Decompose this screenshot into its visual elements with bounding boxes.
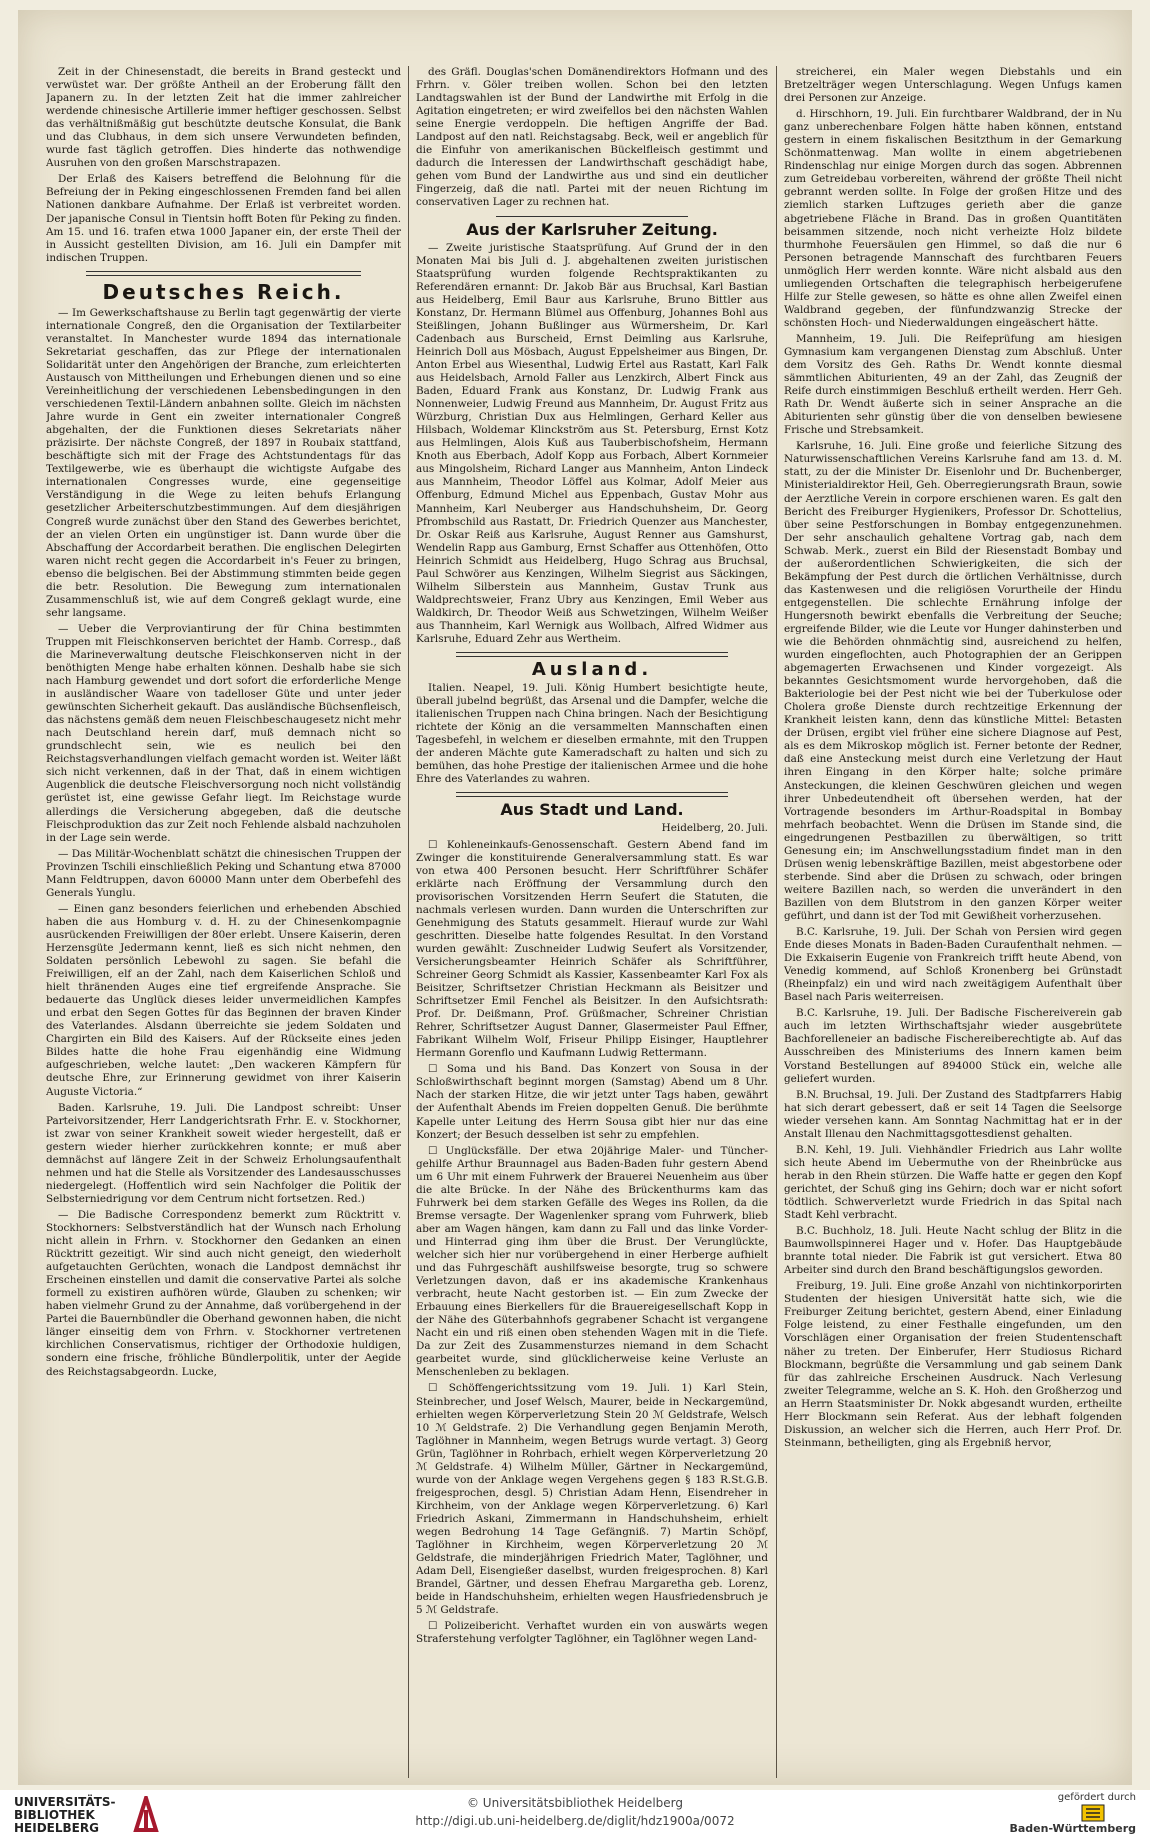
article-paragraph: Freiburg, 19. Juli. Eine große Anzahl von nichtinkorporirten Studenten der hiesigen Universität hatte sich, wie die Freiburger Zeitung berichtet, gestern Abend, einer Einladung Folge leistend, zu einer Festhalle eingefunden, um den Vorschlägen einer Organisation der freien Studentenschaft näher zu treten. Der Einberufer, Herr Studiosus Richard Blockmann, begrüßte die Versammlung und gab seinem Dank für das zahlreiche Erscheinen Ausdruck. Nach Verlesung zweiter Telegramme, welche an S. K. Hoh. den Großherzog und an Herrn Staatsminister Dr. Nokk abgesandt wurden, ertheilte Herr Blockmann sein Referat. Aus der lebhaft folgenden Diskussion, an welcher sich die Herren, auch Herr Prof. Dr. Steinmann, betheiligten, ging als Ergebniß hervor, (784, 1280, 1122, 1449)
column-rule (408, 66, 409, 1778)
article-paragraph: Karlsruhe, 16. Juli. Eine große und feierliche Sitzung des Naturwissenschaftlichen Vereins Karlsruhe fand am 13. d. M. statt, zu der die Minister Dr. Eisenlohr und Dr. Buchenberger, Ministerialdirektor Heil, Geh. Oberregierungsrath Braun, sowie der Aerztliche Verein in corpore erschienen waren. Es galt den Bericht des Freiburger Hygienikers, Professor Dr. Schottelius, über seine Pestforschungen in Bombay entgegenzunehmen. Der sehr anschaulich gehaltene Vortrag gab, nach dem Schwab. Merk., zuerst ein Bild der Riesenstadt Bombay und der außerordentlichen Schwierigkeiten, die sich der Bekämpfung der Pest durch die örtlichen Verhältnisse, durch das Kastenwesen und die religiösen Vorurtheile der Hindu entgegenstellen. Die schlechte Ernährung infolge der Hungersnoth bewirkt ebenfalls die Verbreitung der Seuche; ergreifende Bilder, wie die Leute vor Hunger dahinsterben und wie die Behörden ohnmächtig sind, ausreichend zu helfen, wurden eingeflochten, auch Photographien der an Gerippen abgemagerten Erwachsenen und Kinder vorgezeigt. Als bekanntes Gesichtsmoment wurde hervorgehoben, daß die Bakteriologie bei der Pest nicht wie bei der Tuberkulose oder Cholera große Dienste durch rechtzeitige Erkennung der Krankheit leisten kann, denn das künstliche Mittel: Betasten der Drüsen, ergibt viel früher eine sichere Diagnose auf Pest, als es dem Mikroskop möglich ist. Ferner betonte der Redner, daß eine Ansteckung meist durch eine Verletzung der Haut ihren Eingang in den Körper halte; solche primäre Ansteckungen, die kleinen Geschwüren gleichen und wegen ihrer Unbedeutendheit oft übersehen werden, hat der Vortragende besonders im Arthur-Roadspital in Bombay mehrfach beobachtet. Wenn die Drüsen im Stande sind, die eingedrungenen Pestbazillen zu überwältigen, so tritt Genesung ein; im Anschwellungsstadium findet man in den Drüsen wenig lebenskräftige Bazillen, meist abgestorbene oder sterbende. Sind aber die Drüsen zu schwach, oder bringen weitere Bazillen nach, so werden die unverändert in den Bazillen von dem Blutstrom in den ganzen Körper weiter geführt, und dann ist der Tod mit Gewißheit vorherzusehen. (784, 440, 1122, 922)
article-paragraph: — Einen ganz besonders feierlichen und erhebenden Abschied haben die aus Homburg v. d. H. zu der Chinesenkompagnie ausrückenden Freiwilligen der 80er erlebt. Unsere Kaiserin, deren Herzensgüte Jedermann kennt, ließ es sich nicht nehmen, den Soldaten persönlich Lebewohl zu sagen. Sie befahl die Freiwilligen, elf an der Zahl, nach dem Kaiserlichen Schloß und hielt thränenden Auges eine tief ergreifende Ansprache. Sie bedauerte das Unglück dieses leider unvermeidlichen Kampfes und erbat den Segen Gottes für das Beginnen der braven Kinder des Vaterlandes. Alsdann überreichte sie jedem Soldaten und Chargirten ein Bild des Kaisers. Auf der Rückseite eines jeden Bildes hatte die hohe Frau eigenhändig eine Widmung aufgeschrieben, welche lautet: „Den wackeren Kämpfern für deutsche Ehre, zur Erinnerung gewidmet von ihrer Kaiserin Auguste Victoria.“ (46, 902, 401, 1098)
article-paragraph: des Gräfl. Douglas'schen Domänendirektors Hofmann und des Frhrn. v. Göler treiben wollen. Schon bei den letzten Landtagswahlen ist der Bund der Landwirthe mit Erfolg in die Agitation eingetreten; er wird zweifellos bei den nächsten Wahlen seine Energie verdoppeln. Die heftigen Angriffe der Bad. Landpost auf den natl. Reichstagsabg. Beck, weil er angeblich für die Einfuhr von amerikanischen Bückelfleisch gestimmt und dadurch die Interessen der Landwirthschaft geschädigt habe, gehen vom Bund der Landwirthe aus und sind ein deutlicher Fingerzeig, daß die natl. Partei mit der neuen Richtung im conservativen Lager zu rechnen hat. (416, 66, 768, 209)
article-paragraph: ☐ Unglücksfälle. Der etwa 20jährige Maler- und Tüncher-gehilfe Arthur Braunnagel aus Baden-Baden fuhr gestern Abend um 6 Uhr mit einem Fuhrwerk der Brauerei Neuenheim aus über die alte Brücke. In der Nähe des Brückenthurms kam das Fuhrwerk bei dem starken Gefälle des Weges ins Rollen, da die Bremse versagte. Der Wagenlenker sprang vom Fuhrwerk, blieb aber am Wagen hängen, kam dann zu Fall und das linke Vorder- und Hinterrad ging ihm über die Brust. Der Verunglückte, welcher sich hier nur vorübergehend in einer Herberge aufhielt und das Fuhrgeschäft aushilfsweise besorgte, trug so schwere Verletzungen davon, daß er ins akademische Krankenhaus verbracht, heute Nacht gestorben ist. — Ein zum Zwecke der Erbauung eines Bierkellers für die Brauereigesellschaft Kopp in der Nähe des Güterbahnhofs gegrabener Schacht ist vergangene Nacht ein und riß einen oben stehenden Wagen mit in die Tiefe. Da zur Zeit des Zusammensturzes niemand in dem Schacht gearbeitet wurde, sind glücklicherweise keine Verluste an Menschenleben zu beklagen. (416, 1144, 768, 1379)
section-divider (456, 792, 728, 797)
library-name: UNIVERSITÄTS- BIBLIOTHEK HEIDELBERG (14, 1795, 116, 1835)
article-paragraph: B.C. Karlsruhe, 19. Juli. Der Schah von Persien wird gegen Ende dieses Monats in Baden-Baden Curaufenthalt nehmen. — Die Exkaiserin Eugenie von Frankreich trifft heute Abend, von Venedig kommend, auf Schloß Kronenberg bei Grünstadt (Rheinpfalz) ein und wird nach zweitägigem Aufenthalt über Basel nach Paris weiterreisen. (784, 926, 1122, 1004)
article-paragraph: B.N. Bruchsal, 19. Juli. Der Zustand des Stadtpfarrers Habig hat sich derart gebessert, daß er seit 14 Tagen die Seelsorge wieder versehen kann. Am Sonntag Nachmittag hat er in der Anstalt Illenau den Nachmittagsgottesdienst gehalten. (784, 1088, 1122, 1140)
article-paragraph: ☐ Polizeibericht. Verhaftet wurden ein von auswärts wegen Straferstehung verfolgter Taglöhner, ein Taglöhner wegen Land- (416, 1620, 768, 1646)
article-paragraph: B.C. Buchholz, 18. Juli. Heute Nacht schlug der Blitz in die Baumwollspinnerei Hager und v. Hofer. Das Hauptgebäude brannte total nieder. Die Fabrik ist gut versichert. Etwa 80 Arbeiter sind durch den Brand beschäftigungslos geworden. (784, 1225, 1122, 1277)
section-divider (86, 271, 361, 276)
section-heading-ausland: Ausland. (531, 659, 653, 681)
sponsor-label: gefördert durch (1057, 1792, 1136, 1803)
section-divider (496, 216, 688, 217)
section-divider (456, 652, 728, 657)
article-paragraph: B.C. Karlsruhe, 19. Juli. Der Badische Fischereiverein gab auch im letzten Wirthschaftsjahr wieder ausgebrütete Bachforelleneier an badische Fischereiberechtigte ab. Auf das Ausschreiben des Ministeriums des Innern kamen beim Vorstand Bestellungen auf 894000 Stück ein, welche alle geliefert wurden. (784, 1007, 1122, 1085)
article-paragraph: Italien. Neapel, 19. Juli. König Humbert besichtigte heute, überall jubelnd begrüßt, das Arsenal und die Dampfer, welche die italienischen Truppen nach China bringen. Nach der Besichtigung richtete der König an die versammelten Mannschaften einen Tagesbefehl, in welchem er dieselben ermahnte, mit den Truppen der anderen Mächte gute Kameradschaft zu halten und sich zu bemühen, das hohe Prestige der italienischen Armee und die hohe Ehre des Vaterlandes zu wahren. (416, 682, 768, 786)
copyright-notice: © Universitätsbibliothek Heidelberg (466, 1796, 683, 1810)
section-heading-deutsches-reich: Deutsches Reich. (102, 279, 345, 304)
article-paragraph: B.N. Kehl, 19. Juli. Viehhändler Friedrich aus Lahr wollte sich heute Abend im Uebermuthe von der Rheinbrücke aus herab in den Rhein stürzen. Die Waffe hatte er gegen den Kopf gerichtet, der Schuß ging ins Gehirn; doch war er nicht sofort tödtlich. Schwerverletzt wurde Friedrich in das Spital nach Stadt Kehl verbracht. (784, 1143, 1122, 1222)
article-paragraph: — Zweite juristische Staatsprüfung. Auf Grund der in den Monaten Mai bis Juli d. J. abgehaltenen zweiten juristischen Staatsprüfung wurden folgende Rechtspraktikanten zu Referendären ernannt: Dr. Jakob Bär aus Bruchsal, Karl Bastian aus Heidelberg, Emil Baur aus Karlsruhe, Bruno Bittler aus Konstanz, Dr. Hermann Blümel aus Offenburg, Johannes Bohl aus Steißlingen, Johann Bußlinger aus Würmersheim, Dr. Karl Cadenbach aus Burscheid, Ernst Deimling aus Karlsruhe, Heinrich Doll aus Mösbach, August Eppelsheimer aus Bingen, Dr. Anton Erbel aus Wiesenthal, Ludwig Ertel aus Rastatt, Karl Falk aus Heidelsbach, Arnold Faller aus Lenzkirch, Albert Finck aus Baden, Eduard Frank aus Konstanz, Dr. Ludwig Frank aus Nonnenweier, Ludwig Freund aus Mannheim, Dr. August Fritz aus Würzburg, Christian Dux aus Helmlingen, Gerhard Keller aus Hilsbach, Woldemar Klinckström aus St. Petersburg, Ernst Kotz aus Helmlingen, Alois Kuß aus Tauberbischofsheim, Hermann Knoth aus Eberbach, Adolf Kopp aus Forbach, Albert Kornmeier aus Mingolsheim, Richard Langer aus Mannheim, Anton Lindeck aus Mannheim, Theodor Löffel aus Kolmar, Adolf Meier aus Offenburg, Edmund Michel aus Eppenbach, Gustav Mohr aus Mannheim, Karl Neuberger aus Handschuhsheim, Dr. Georg Pfrombschild aus Rastatt, Dr. Friedrich Quenzer aus Manchester, Dr. Oskar Reiß aus Karlsruhe, August Renner aus Gamshurst, Wendelin Rapp aus Gamburg, Ernst Schaffer aus Ottenhöfen, Otto Heinrich Schmidt aus Heidelberg, Hugo Schrag aus Bruchsal, Paul Schwörer aus Kenzingen, Wilhelm Siegrist aus Säckingen, Wilhelm Silberstein aus Mannheim, Gustav Trunk aus Waldprechtsweier, Franz Ubry aus Kenzingen, Emil Weber aus Waldkirch, Dr. Theodor Weiß aus Schwetzingen, Wilhelm Weißer aus Thannheim, Karl Wernigk aus Wollbach, Alfred Widmer aus Karlsruhe, Eduard Zehr aus Wertheim. (416, 241, 768, 645)
column-left (46, 66, 401, 1776)
article-paragraph: Der Erlaß des Kaisers betreffend die Belohnung für die Befreiung der in Peking eingeschlossenen Fremden fand bei allen Nationen dankbare Aufnahme. Der Erlaß ist verbreitet worden. Der japanische Consul in Tientsin hofft Boten für Peking zu finden. Am 15. und 16. trafen etwa 1000 Japaner ein, der erste Theil der in Aussicht gestellten Division, am 16. Juli ein Dampfer mit indischen Truppen. (46, 173, 401, 264)
article-paragraph: — Die Badische Correspondenz bemerkt zum Rücktritt v. Stockhorners: Selbstverständlich hat der Wunsch nach Erholung nicht allein in Frhrn. v. Stockhorner den Gedanken an einen Rücktritt gezeitigt. Wir sind auch nicht geneigt, den wiederholt aufgetauchten Gerüchten, wonach die Landpost demnächst ihr Erscheinen einstellen und damit die conservative Partei als solche formell zu existiren aufhören würde, Glauben zu schenken; wir haben vielmehr Grund zu der Annahme, daß vorübergehend in der Partei die Bauernbündler die Oberhand gewonnen haben, die nicht länger einseitig dem von Frhrn. v. Stockhorner vertretenen kirchlichen Conservatismus, richtiger der Orthodoxie huldigen, sondern eine frische, fröhliche Bündlerpolitik, unter der Aegide des Reichstagsabgeordn. Lucke, (46, 1208, 401, 1378)
article-paragraph: — Ueber die Verproviantirung der für China bestimmten Truppen mit Fleischkonserven berichtet der Hamb. Corresp., daß die Marineverwaltung deutsche Fleischkonserven nicht in der benöthigten Menge habe erhalten können. Deshalb habe sie sich nach Hamburg gewendet und dort sofort die erforderliche Menge in ausländischer Waare von tadelloser Güte und unter jeder gewünschten Sicherheit gekauft. Das ausländische Büchsenfleisch, das nächstens gemäß dem neuen Fleischbeschaugesetz nicht mehr nach Deutschland herein darf, muß demnach nicht so grundschlecht sein, wie es neulich bei den Reichstagsverhandlungen vielfach gemacht worden ist. Weiter läßt sich nicht verkennen, daß in der That, daß in einem wichtigen Augenblick die deutsche Fleischversorgung noch nicht vollständig gerüstet ist, eine gewisse Gefahr liegt. Im Reichstage wurde allerdings die Versicherung abgegeben, daß die deutsche Fleischproduktion das zur Zeit noch Fehlende alsbald nachzuholen in der Lage sein werde. (46, 622, 401, 844)
article-paragraph: — Das Militär-Wochenblatt schätzt die chinesischen Truppen der Provinzen Tschili einschließlich Peking und Schantung etwa 87000 Mann Feldtruppen, davon 60000 Mann unter dem Oberbefehl des Generals Yunglu. (46, 847, 401, 899)
article-paragraph: ☐ Kohleneinkaufs-Genossenschaft. Gestern Abend fand im Zwinger die konstituirende Generalversammlung statt. Es war von etwa 400 Personen besucht. Herr Schriftführer Schäfer erklärte nach Eröffnung der Versammlung durch den provisorischen Vorsitzenden Herrn Seufert die Statuten, die nachmals verlesen wurden. Dann wurden die Unterschriften zur Genehmigung des Statuts gesammelt. Hierauf wurde zur Wahl geschritten. Dieselbe hatte folgendes Resultat. In den Vorstand wurden gewählt: Zuschneider Ludwig Seufert als Vorsitzender, Versicherungsbeamter Heinrich Schäfer als Schriftführer, Schreiner Georg Schmidt als Kassier, Kassenbeamter Karl Fox als Beisitzer, Schriftsetzer Christian Heckmann als Beisitzer und Schriftsetzer Emil Fenchel als Beisitzer. In den Aufsichtsrath: Prof. Dr. Deißmann, Prof. Grüßmacher, Schreiner Christian Rehrer, Schriftsetzer August Danner, Glasermeister Paul Effner, Fabrikant Wilhelm Wolf, Friseur Philipp Eisinger, Hauptlehrer Hermann Gorenflo und Kaufmann Ludwig Rettermann. (416, 838, 768, 1060)
section-heading-stadt-und-land: Aus Stadt und Land. (500, 800, 684, 820)
article-paragraph: Zeit in der Chinesenstadt, die bereits in Brand gesteckt und verwüstet war. Der größte Antheil an der Eroberung fällt den Japanern zu. In der letzten Zeit hat die immer zahlreicher werdende chinesische Artillerie immer heftiger geschossen. Selbst das verhältnißmäßig gut beschützte deutsche Konsulat, die Bank und das Clubhaus, in dem sich unsere Verwundeten befinden, wurde fast täglich getroffen. Dies hinderte das nothwendige Ausruhen von den großen Marschstrapazen. (46, 66, 401, 170)
article-paragraph: Baden. Karlsruhe, 19. Juli. Die Landpost schreibt: Unser Parteivorsitzender, Herr Landgerichtsrath Frhr. E. v. Stockhorner, ist zwar von seiner Krankheit soweit wieder hergestellt, daß er gestern wieder hierher zurückkehren konnte; er muß aber demnächst auf längere Zeit in der Schweiz Erholungsaufenthalt nehmen und hat die Stelle als Vorsitzender des Landesausschusses niedergelegt. (Hoffentlich wird sein Nachfolger die Politik der Selbsterniedrigung vor dem Centrum nicht fortsetzen. Red.) (46, 1101, 401, 1205)
viewer-footer (0, 1790, 1150, 1837)
article-paragraph: — Im Gewerkschaftshause zu Berlin tagt gegenwärtig der vierte internationale Congreß, den die Organisation der Textilarbeiter veranstaltet. In Manchester wurde 1894 das internationale Sekretariat geschaffen, das zur Pflege der internationalen Solidarität unter den Angehörigen der Branche, zum erleichterten Austausch von Mittheilungen und Erhebungen dienen und so eine Vereinheitlichung der verschiedenen Lebensbedingungen in den verschiedenen Textil-Ländern anbahnen sollte. Gleich im nächsten Jahre wurde in Gent ein zweiter internationaler Congreß abgehalten, der die Funktionen dieses Sekretariats näher präzisirte. Der nächste Congreß, der 1897 in Roubaix stattfand, beschäftigte sich mit der Frage des Achtstundentags für das Textilgewerbe, wie es überhaupt die wichtigste Aufgabe des internationalen Congresses wurde, eine gegenseitige Verständigung in die Wege zu leiten behufs Erlangung gesetzlicher Arbeiterschutzbestimmungen. Auf dem diesjährigen Congreß wurde zunächst über den Stand des Gewerbes berichtet, der an vielen Orten ein ungünstiger ist. Dann wurde über die Abschaffung der Accordarbeit berathen. Die englischen Delegirten waren nicht recht gegen die Accordarbeit in's Feuer zu bringen, ebenso die belgischen. Bei der Abstimmung stimmten beide gegen die betr. Resolution. Die Bewegung zum internationalen Zusammenschluß ist, wie auf dem Congreß geklagt wurde, eine sehr langsame. (46, 306, 401, 619)
sponsor-block (1006, 1792, 1136, 1836)
permalink[interactable]: http://digi.ub.uni-heidelberg.de/diglit/hdz1900a/0072 (415, 1814, 735, 1828)
article-paragraph: streicherei, ein Maler wegen Diebstahls und ein Bretzelträger wegen Unterschlagung. Wegen Unfugs kamen drei Personen zur Anzeige. (784, 66, 1122, 105)
column-rule (776, 66, 777, 1778)
newspaper-page (18, 10, 1132, 1785)
article-paragraph: ☐ Schöffengerichtssitzung vom 19. Juli. 1) Karl Stein, Steinbrecher, und Josef Welsch, Maurer, beide in Neckargemünd, erhielten wegen Körperverletzung Stein 20 ℳ Geldstrafe, Welsch 10 ℳ Geldstrafe. 2) Die Verhandlung gegen Benjamin Meroth, Taglöhner in Mannheim, wegen Betrugs wurde vertagt. 3) Georg Grün, Taglöhner in Rohrbach, erhielt wegen Körperverletzung 20 ℳ Geldstrafe. 4) Wilhelm Müller, Gärtner in Neckargemünd, wurde von der Anklage wegen Vergehens gegen § 183 R.St.G.B. freigesprochen, desgl. 5) Christian Adam Henn, Eisendreher in Kirchheim, von der Anklage wegen Körperverletzung. 6) Karl Friedrich Askani, Zimmermann in Handschuhsheim, erhielt wegen Bedrohung 14 Tage Gefängniß. 7) Martin Schöpf, Taglöhner in Kirchheim, wegen Körperverletzung 20 ℳ Geldstrafe, die minderjährigen Friedrich Mater, Taglöhner, und Adam Dell, Eisengießer daselbst, wurden freigesprochen. 8) Karl Brandel, Gärtner, und dessen Ehefrau Margaretha geb. Lorenz, beide in Handschuhsheim, erhielten wegen Hausfriedensbruch je 5 ℳ Geldstrafe. (416, 1382, 768, 1617)
sponsor-name: Baden-Württemberg (1009, 1822, 1136, 1835)
column-right (784, 66, 1122, 1776)
article-paragraph: d. Hirschhorn, 19. Juli. Ein furchtbarer Waldbrand, der in Nu ganz unberechenbare Folgen hätte haben können, entstand gestern in einem fiskalischen Besitzthum in der Gemarkung Schönmattenwag. Man wollte in einem abgetriebenen Rindenschlag nur einige Morgen durch das sogen. Abbrennen zum Getreidebau vorbereiten, während der größte Theil nicht gebrannt werden sollte. In Folge der großen Hitze und des ziemlich starken Luftzuges gerieth aber die ganze abgetriebene Fläche in Brand. Das in großen Quantitäten beisammen sitzende, noch nicht verheizte Holz bildete thurmhohe Feuersäulen gen Himmel, so daß die nur 6 Personen betragende Mannschaft des furchtbaren Feuers unmöglich Herr werden konnte. Wäre nicht alsbald aus den umliegenden Ortschaften die telegraphisch herbeigerufene Hilfe zur Stelle gewesen, so hätte es ohne allen Zweifel einen Waldbrand gegeben, der fünfundzwanzig Strecke der schönsten Hoch- und Niederwaldungen eingeäschert hätte. (784, 108, 1122, 329)
dateline: Heidelberg, 20. Juli. (661, 822, 768, 835)
column-middle (416, 66, 768, 1776)
state-crest-icon (1080, 1803, 1106, 1823)
article-paragraph: Mannheim, 19. Juli. Die Reifeprüfung am hiesigen Gymnasium kam vergangenen Dienstag zum Abschluß. Unter dem Vorsitz des Geh. Raths Dr. Wendt konnte diesmal sämmtlichen Abiturienten, 49 an der Zahl, das Zeugniß der Reife durch einstimmigen Beschluß ertheilt werden. Herr Geh. Rath Dr. Wendt äußerte sich in seiner Ansprache an die Abiturienten sehr günstig über die von denselben bewiesene Frische und Strebsamkeit. (784, 332, 1122, 437)
article-paragraph: ☐ Soma und his Band. Das Konzert von Sousa in der Schloßwirthschaft beginnt morgen (Samstag) Abend um 8 Uhr. Nach der starken Hitze, die wir jetzt unter Tags haben, gewährt der Aufenthalt Abends im Freien doppelten Genuß. Die berühmte Kapelle unter Leitung des Herrn Sousa gibt hier nur das eine Konzert; der Besuch desselben ist sehr zu empfehlen. (416, 1063, 768, 1141)
section-heading-karlsruher-zeitung: Aus der Karlsruher Zeitung. (466, 219, 718, 239)
